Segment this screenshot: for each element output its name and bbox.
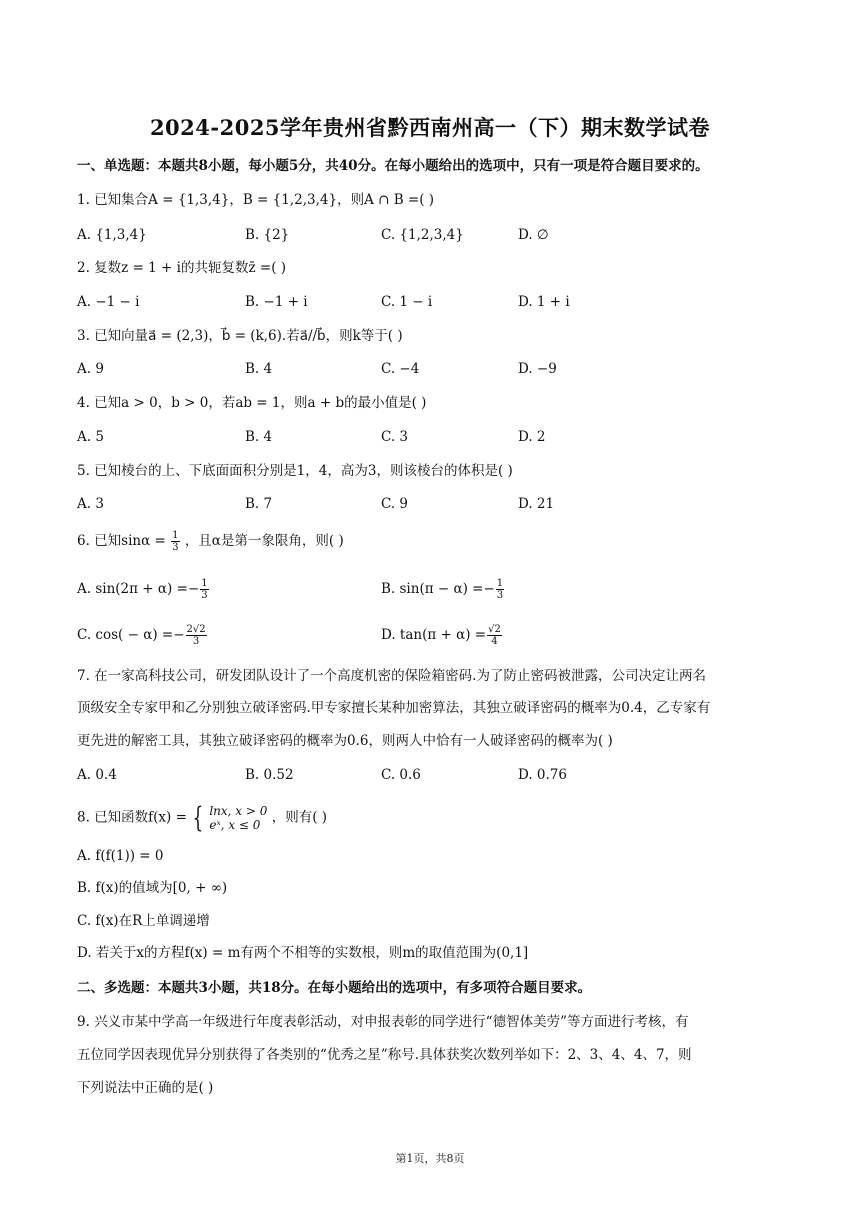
q8-stem-end: ，则有( ) <box>271 809 328 826</box>
q7-option-c: C. 0.6 <box>381 767 421 783</box>
q6-option-b-fraction <box>496 578 504 601</box>
q6-option-a-denominator: 3 <box>201 590 208 601</box>
q6-fraction-numerator: 1 <box>172 530 179 541</box>
q1-option-d: D. ∅ <box>518 227 549 243</box>
q8-option-b: B. f(x)的值域为[0, + ∞) <box>77 880 228 896</box>
q6-stem-start: 6. 已知sinα = <box>77 533 166 549</box>
q6-option-b-denominator: 3 <box>496 590 504 601</box>
q6-fraction-denominator: 3 <box>172 542 179 553</box>
q5-option-b: B. 7 <box>245 496 273 512</box>
q4-option-d: D. 2 <box>518 429 546 445</box>
q6-option-b-numerator: 1 <box>496 578 504 589</box>
section-multiple-choice-heading: 二、多选题：本题共3小题，共18分。在每小题给出的选项中，有多项符合题目要求。 <box>77 980 592 996</box>
q6-stem-end: ，且α是第一象限角，则( ) <box>184 533 344 549</box>
q8-case-2: eˣ, x ≤ 0 <box>209 818 261 832</box>
q6-option-c-numerator: 2√2 <box>186 624 206 635</box>
q7-option-d: D. 0.76 <box>518 767 567 783</box>
q3-option-b: B. 4 <box>245 361 273 377</box>
q6-option-c-text: C. cos( − α) =− <box>77 627 185 643</box>
q7-option-b: B. 0.52 <box>245 767 294 783</box>
question-2: 2. 复数z = 1 + i的共轭复数z̄ =( ) <box>77 260 287 276</box>
question-4: 4. 已知a > 0，b > 0，若ab = 1，则a + b的最小值是( ) <box>77 395 427 411</box>
q2-option-b: B. −1 + i <box>245 294 308 310</box>
exam-title: 2024-2025学年贵州省黔西南州高一（下）期末数学试卷 <box>149 115 711 140</box>
q2-option-d: D. 1 + i <box>518 294 570 310</box>
q6-option-c-denominator: 3 <box>192 636 200 647</box>
q6-option-d-text: D. tan(π + α) = <box>381 627 487 643</box>
q6-option-d-fraction <box>487 624 502 647</box>
q6-option-c <box>77 624 208 647</box>
q8-stem-start: 8. 已知函数f(x) = <box>77 809 187 826</box>
q3-option-c: C. −4 <box>381 361 420 377</box>
question-7-line-3: 更先进的解密工具，其独立破译密码的概率为0.6，则两人中恰有一人破译密码的概率为( ) <box>77 733 613 749</box>
q7-option-a: A. 0.4 <box>77 767 117 783</box>
question-1: 1. 已知集合A = {1,3,4}，B = {1,2,3,4}，则A ∩ B =( ) <box>77 192 435 208</box>
q6-option-a-text: A. sin(2π + α) =− <box>77 581 200 597</box>
q6-option-b-text: B. sin(π − α) =− <box>381 581 495 597</box>
q6-option-b <box>381 578 505 601</box>
q4-option-a: A. 5 <box>77 429 104 445</box>
section-single-choice-heading: 一、单选题：本题共8小题，每小题5分，共40分。在每小题给出的选项中，只有一项是符合题目要求的。 <box>77 158 709 174</box>
q6-option-a-numerator: 1 <box>201 578 208 589</box>
q4-option-b: B. 4 <box>245 429 273 445</box>
q2-option-c: C. 1 − i <box>381 294 433 310</box>
q3-option-d: D. −9 <box>518 361 557 377</box>
q6-fraction <box>171 530 179 553</box>
page-footer: 第1页，共8页 <box>395 1152 465 1165</box>
q6-option-a <box>77 578 210 601</box>
q6-option-d-numerator: √2 <box>488 624 501 635</box>
question-3: 3. 已知向量a⃗ = (2,3)，b⃗ = (k,6).若a⃗//b⃗，则k等于( ) <box>77 328 403 344</box>
question-6 <box>77 530 344 553</box>
question-9-line-3: 下列说法中正确的是( ) <box>77 1080 214 1096</box>
q6-option-d <box>381 624 503 647</box>
q8-case-1: lnx, x > 0 <box>209 804 268 818</box>
q8-piecewise-cases <box>209 804 267 832</box>
question-9-line-1: 9. 兴义市某中学高一年级进行年度表彰活动，对申报表彰的同学进行“德智体美劳”等方面进行考核，有 <box>77 1014 689 1030</box>
question-8 <box>77 801 328 834</box>
q5-option-c: C. 9 <box>381 496 409 512</box>
q1-option-a: A. {1,3,4} <box>77 227 147 243</box>
q3-option-a: A. 9 <box>77 361 104 377</box>
q2-option-a: A. −1 − i <box>77 294 140 310</box>
q1-option-b: B. {2} <box>245 227 290 243</box>
q6-option-a-fraction <box>200 578 208 601</box>
question-7-line-1: 7. 在一家高科技公司，研发团队设计了一个高度机密的保险箱密码.为了防止密码被泄露，公司决定让两名 <box>77 668 706 684</box>
question-5: 5. 已知棱台的上、下底面面积分别是1，4，高为3，则该棱台的体积是( ) <box>77 463 513 479</box>
q4-option-c: C. 3 <box>381 429 409 445</box>
q1-option-c: C. {1,2,3,4} <box>381 227 464 243</box>
question-7-line-2: 顶级安全专家甲和乙分别独立破译密码.甲专家擅长某种加密算法，其独立破译密码的概率为0.4，乙专家有 <box>77 700 711 716</box>
q6-option-c-fraction <box>186 624 207 647</box>
question-9-line-2: 五位同学因表现优异分别获得了各类别的“优秀之星”称号.具体获奖次数列举如下：2、3、4、4、7，则 <box>77 1047 692 1063</box>
q8-option-c: C. f(x)在R上单调递增 <box>77 913 210 929</box>
q5-option-d: D. 21 <box>518 496 555 512</box>
q8-option-a: A. f(f(1)) = 0 <box>77 848 164 864</box>
q8-option-d: D. 若关于x的方程f(x) = m有两个不相等的实数根，则m的取值范围为(0,1] <box>77 945 529 961</box>
piecewise-brace-icon: { <box>192 801 204 834</box>
q5-option-a: A. 3 <box>77 496 104 512</box>
q6-option-d-denominator: 4 <box>491 636 498 647</box>
